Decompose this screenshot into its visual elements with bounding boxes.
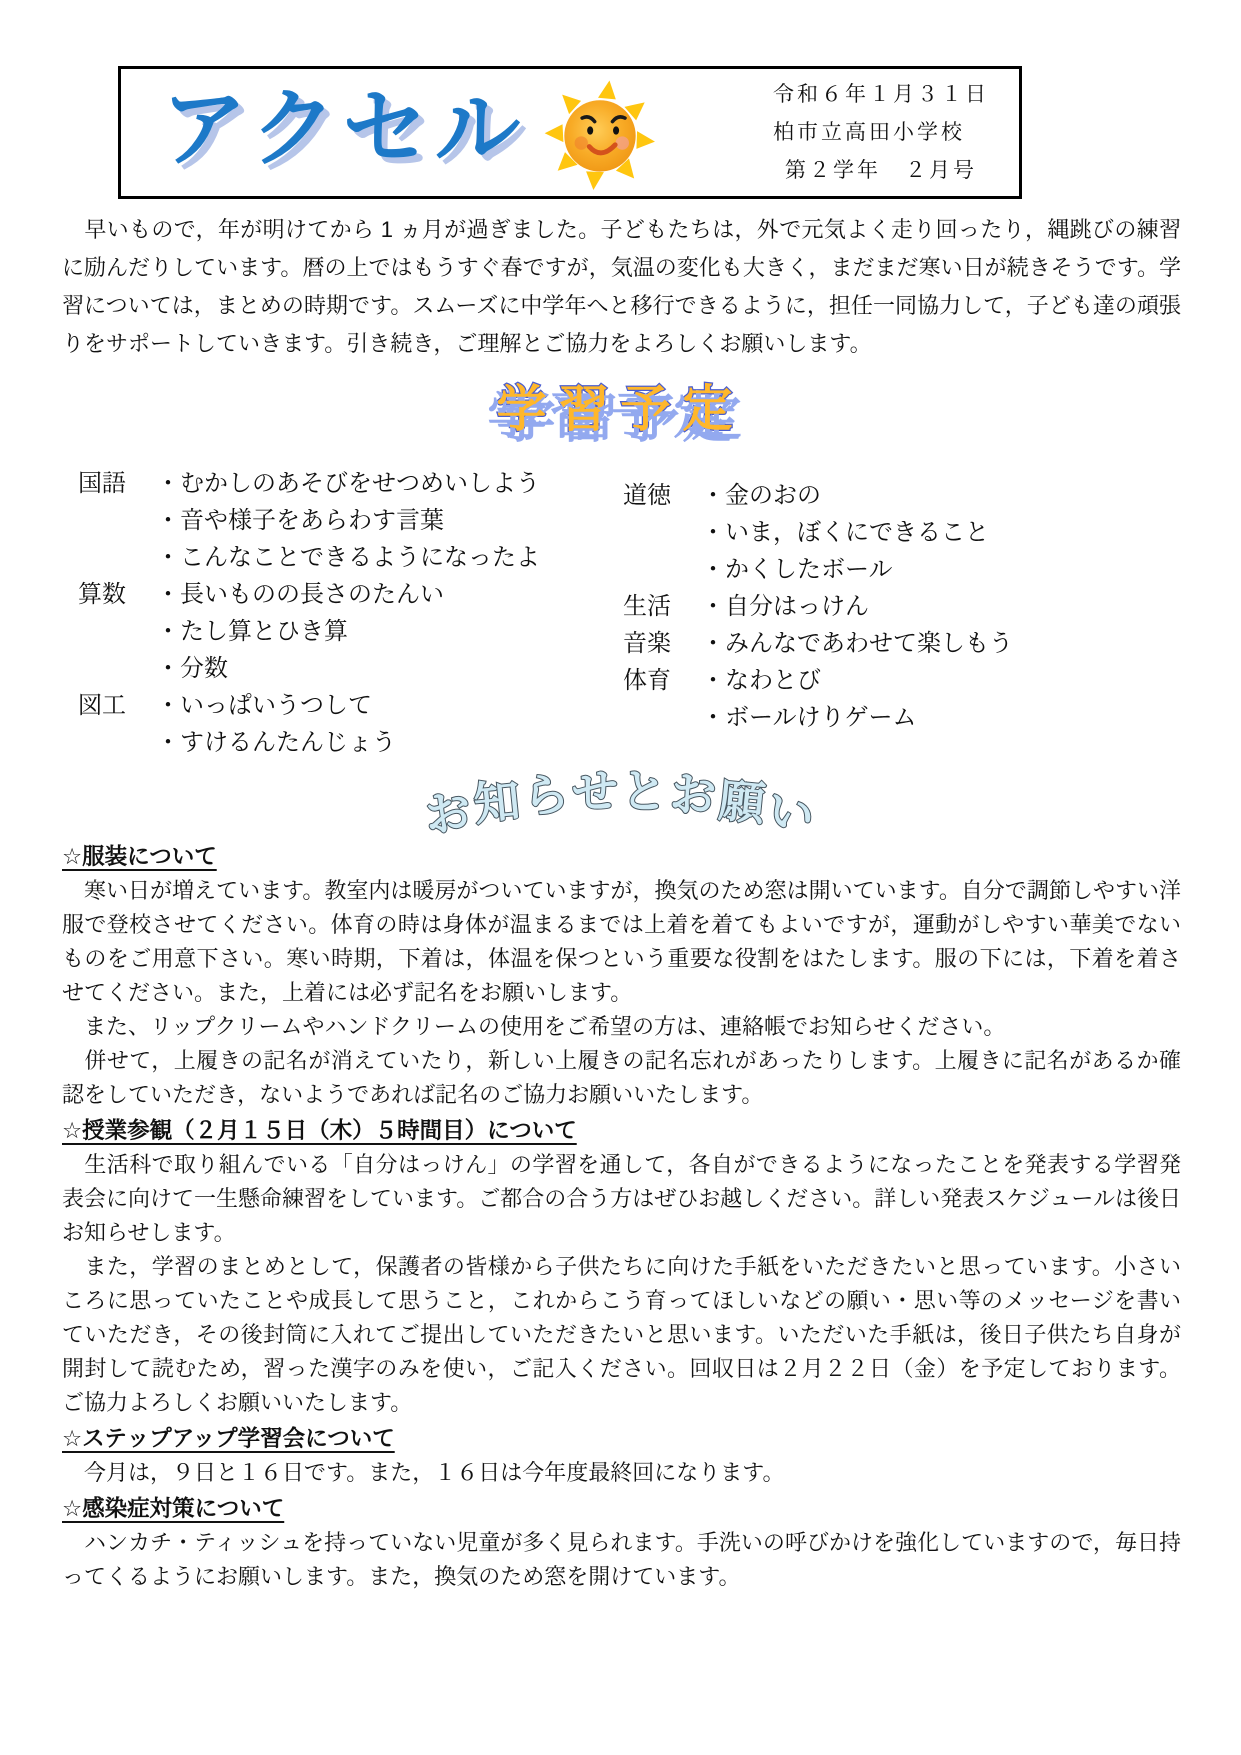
intro-paragraph: 早いもので，年が明けてから 1 ヵ月が過ぎました。子どもたちは，外で元気よく走り回ったり，縄跳びの練習に励んだりしています。暦の上ではもうすぐ春ですが，気温の変化も大きく，まだまだ寒い日が続きそうです。学習については，まとめの時期です。スムーズに中学年へと移行できるように，担任一同協力して，子ども達の頑張りをサポートしていきます。引き続き，ご理解とご協力をよろしくお願いします。 — [62, 217, 1181, 356]
schedule-table — [78, 465, 1201, 761]
section-paragraph: 併せて，上履きの記名が消えていたり，新しい上履きの記名忘れがあったりします。上履きに記名があるか確認をしていただき，ないようであれば記名のご協力お願いいたします。 — [62, 1048, 1181, 1107]
subject-label: 生活 — [623, 593, 671, 620]
subject-label: 国語 — [78, 470, 126, 497]
schedule-row — [78, 576, 623, 687]
schedule-item: ・みんなであわせて楽しもう — [701, 630, 1013, 657]
schedule-column-right — [623, 465, 1201, 761]
schedule-row — [623, 477, 1201, 588]
subject-label: 図工 — [78, 692, 126, 719]
subject-label: 体育 — [623, 667, 671, 694]
schedule-item: ・音や様子をあらわす言葉 — [156, 507, 444, 534]
issue-info — [773, 76, 989, 190]
schedule-row — [623, 625, 1201, 662]
schedule-item: ・長いものの長さのたんい — [156, 581, 444, 608]
schedule-title: 学習予定 — [496, 381, 745, 437]
masthead — [118, 66, 1022, 199]
schedule-row — [623, 588, 1201, 625]
section-heading: ☆服装について — [62, 844, 217, 869]
newsletter-title: アクセル — [161, 80, 527, 177]
sun-icon — [542, 77, 658, 193]
schedule-row — [78, 465, 623, 576]
subject-label: 道徳 — [623, 482, 671, 509]
section-paragraph: また，学習のまとめとして，保護者の皆様から子供たちに向けた手紙をいただきたいと思っています。小さいころに思っていたことや成長して思うこと，これからこう育ってほしいなどの願い・思い等のメッセージを書いていただき，その後封筒に入れてご提出していただきたいと思います。いただいた手紙は，後日子供たち自身が開封して読むため，習った漢字のみを使い，ご記入ください。回収日は２月２２日（金）を予定しております。ご協力よろしくお願いいたします。 — [62, 1254, 1181, 1415]
section-paragraph: 生活科で取り組んでいる「自分はっけん」の学習を通して，各自ができるようになったことを発表する学習発表会に向けて一生懸命練習をしています。ご都合の合う方はぜひお越しください。詳しい発表スケジュールは後日お知らせします。 — [62, 1152, 1181, 1245]
school-name: 柏市立高田小学校 — [773, 120, 965, 144]
schedule-item: ・いっぱいうつして — [156, 692, 372, 719]
schedule-item: ・こんなことできるようになったよ — [156, 544, 540, 571]
schedule-item: ・いま，ぼくにできること — [701, 519, 989, 546]
section-paragraph: 寒い日が増えています。教室内は暖房がついていますが，換気のため窓は開いています。自分で調節しやすい洋服で登校させてください。体育の時は身体が温まるまでは上着を着てもよいですが，運動がしやすい華美でないものをご用意下さい。寒い時期，下着は，体温を保つという重要な役割をはたします。服の下には，下着を着させてください。また，上着には必ず記名をお願いします。 — [62, 878, 1181, 1005]
schedule-item: ・かくしたボール — [701, 556, 893, 583]
section-heading: ☆授業参観（２月１５日（木）５時間目）について — [62, 1118, 577, 1143]
schedule-item: ・金のおの — [701, 482, 821, 509]
issue-number: 第２学年 ２月号 — [785, 158, 977, 182]
schedule-column-left — [78, 465, 623, 761]
section-paragraph: ハンカチ・ティッシュを持っていない児童が多く見られます。手洗いの呼びかけを強化していますので，毎日持ってくるようにお願いします。また，換気のため窓を開けています。 — [62, 1530, 1181, 1589]
notice-sections — [62, 840, 1181, 1594]
notice-title: お知らせとお願い — [421, 764, 820, 843]
issue-date: 令和６年１月３１日 — [773, 82, 989, 106]
schedule-item: ・むかしのあそびをせつめいしよう — [156, 470, 540, 497]
schedule-item: ・なわとび — [701, 667, 821, 694]
section-paragraph: また、リップクリームやハンドクリームの使用をご希望の方は、連絡帳でお知らせください。 — [62, 1014, 1006, 1039]
schedule-item: ・すけるんたんじょう — [156, 729, 396, 756]
schedule-item: ・自分はっけん — [701, 593, 869, 620]
schedule-item: ・たし算とひき算 — [156, 618, 348, 645]
schedule-row — [623, 662, 1201, 736]
section-heading: ☆ステップアップ学習会について — [62, 1426, 395, 1451]
section-paragraph: 今月は，９日と１６日です。また，１６日は今年度最終回になります。 — [62, 1460, 785, 1485]
section-heading: ☆感染症対策について — [62, 1496, 285, 1521]
schedule-item: ・分数 — [156, 655, 228, 682]
subject-label: 算数 — [78, 581, 126, 608]
subject-label: 音楽 — [623, 630, 671, 657]
schedule-row — [78, 687, 623, 761]
schedule-item: ・ボールけりゲーム — [701, 704, 917, 731]
